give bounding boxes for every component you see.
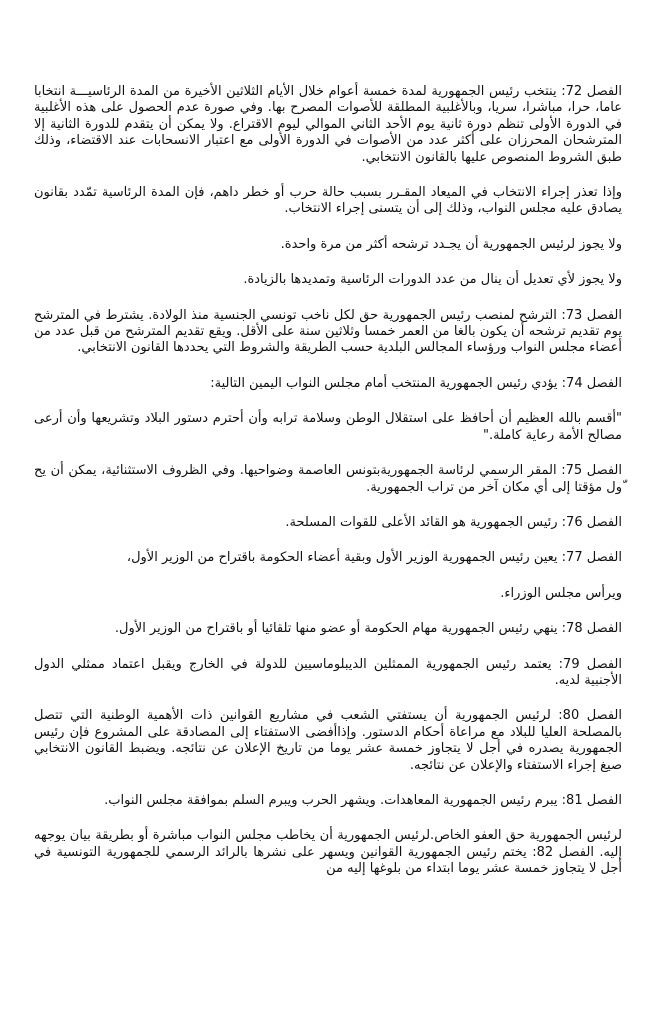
paragraph-article-75: الفصل 75: المقر الرسمي لرئاسة الجمهوريةبتونس العاصمة وضواحيها. وفي الظروف الاستثنائية، يمكن أن يح ّول مؤقتا إلى أي مكان آخر من تراب الجمهورية. xyxy=(34,463,622,495)
paragraph-article-74: الفصل 74: يؤدي رئيس الجمهورية المنتخب أمام مجلس النواب اليمين التالية: xyxy=(210,375,622,391)
paragraph-oath: "أقسم بالله العظيم أن أحافظ على استقلال الوطن وسلامة ترابه وأن أحترم دستور البلاد وتشريعها وأن أرعى مصالح الأمة رعاية كاملة." xyxy=(34,411,622,443)
paragraph-article-81: الفصل 81: يبرم رئيس الجمهورية المعاهدات. ويشهر الحرب ويبرم السلم بموافقة مجلس النواب. xyxy=(104,792,622,808)
paragraph-article-82: لرئيس الجمهورية حق العفو الخاص.لرئيس الجمهورية أن يخاطب مجلس النواب مباشرة أو بطريقة بيان يوجهه إليه. الفصل 82: يختم رئيس الجمهورية القوانين ويسهر على نشرها بالرائد الرسمي للجمهورية التونسية في أجل لا يتجاوز خمسة عشر يوما ابتداء من بلوغها إليه من xyxy=(34,828,622,877)
paragraph-renewal-limit: ولا يجوز لرئيس الجمهورية أن يجـدد ترشحه أكثر من مرة واحدة. xyxy=(280,236,622,252)
paragraph-article-76: الفصل 76: رئيس الجمهورية هو القائد الأعلى للقوات المسلحة. xyxy=(285,514,622,530)
paragraph-article-72: الفصل 72: ينتخب رئيس الجمهورية لمدة خمسة أعوام خلال الأيام الثلاثين الأخيرة من المدة الرئاسيـــة انتخابا عاما، حرا، مباشرا، سريا، وبالأغلبية المطلقة للأصوات المصرح بها. وفي صورة عدم الحصول على هذه الأغلبية في الدورة الأولى تنظم دورة ثانية يوم الأحد الثاني الموالي ليوم الاقتراع. ولا يمكن أن يتقدم للدورة الثانية إلا المترشحان المحرزان على أكثر عدد من الأصوات في الدورة الأولى مع اعتبار الانسحابات عند الاقتضاء، وذلك طبق الشروط المنصوص عليها بالقانون الانتخابي. xyxy=(34,84,622,165)
paragraph-article-80: الفصل 80: لرئيس الجمهورية أن يستفتي الشعب في مشاريع القوانين ذات الأهمية الوطنية التي تتصل بالمصلحة العليا للبلاد مع مراعاة أحكام الدستور. وإذاأفضى الاستفتاء إلى المصادقة على المشروع فإن رئيس الجمهورية يصدره في أجل لا يتجاوز خمسة عشر يوما من تاريخ الإعلان عن نتائجه. ويضبط القانون الانتخابي صيغ إجراء الاستفتاء والإعلان عن نتائجه. xyxy=(34,708,622,773)
paragraph-article-73: الفصل 73: الترشح لمنصب رئيس الجمهورية حق لكل ناخب تونسي الجنسية منذ الولادة. يشترط في المترشح يوم تقديم ترشحه أن يكون بالغا من العمر خمسا وثلاثين سنة على الأقل. ويقع تقديم المترشح من قبل عدد من أعضاء مجلس النواب ورؤساء المجالس البلدية حسب الطريقة والشروط التي يحددها القانون الانتخابي. xyxy=(34,307,622,356)
paragraph-election-postponement: وإذا تعذر إجراء الانتخاب في الميعاد المقـرر بسبب حالة حرب أو خطر داهم، فإن المدة الرئاسية تمّدد بقانون يصادق عليه مجلس النواب، وذلك إلى أن يتسنى إجراء الانتخاب. xyxy=(34,185,622,217)
paragraph-council-of-ministers: ويرأس مجلس الوزراء. xyxy=(500,585,622,601)
paragraph-amendment-limit: ولا يجوز لأي تعديل أن ينال من عدد الدورات الرئاسية وتمديدها بالزيادة. xyxy=(243,272,622,288)
document-body xyxy=(34,84,622,897)
paragraph-article-77: الفصل 77: يعين رئيس الجمهورية الوزير الأول وبقية أعضاء الحكومة باقتراح من الوزير الأول، xyxy=(126,550,622,566)
paragraph-article-78: الفصل 78: ينهي رئيس الجمهورية مهام الحكومة أو عضو منها تلقائيا أو باقتراح من الوزير الأول. xyxy=(114,621,622,637)
paragraph-article-79: الفصل 79: يعتمد رئيس الجمهورية الممثلين الديبلوماسيين للدولة في الخارج ويقبل اعتماد ممثلي الدول الأجنبية لديه. xyxy=(34,656,622,688)
